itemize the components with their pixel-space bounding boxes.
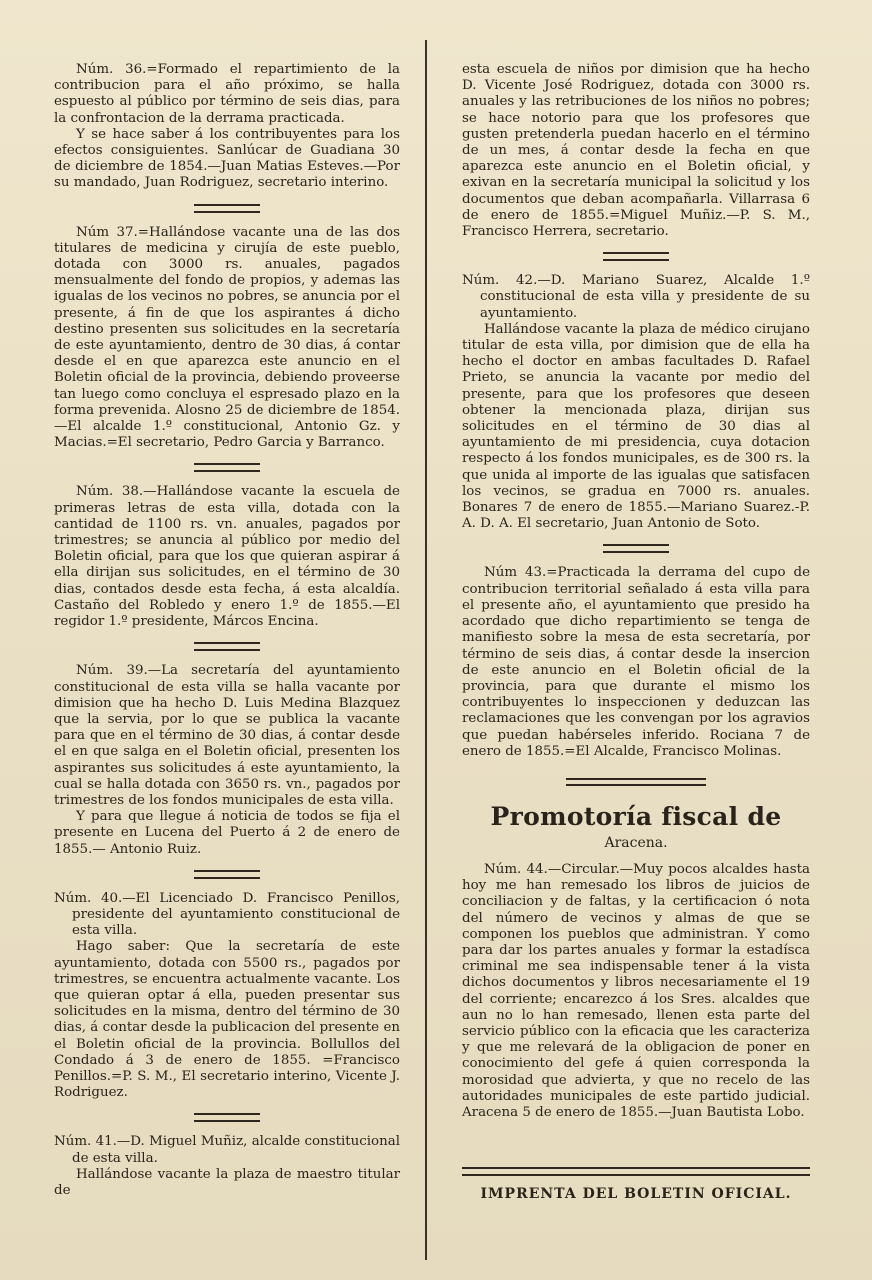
notice-44	[462, 862, 810, 1121]
notice-42-body: Hallándose vacante la plaza de médico cirujano titular de esta villa, por dimision que de ella ha hecho el doctor en ambas facultades D. Rafael Prieto, se anuncia la vacante por medio del presente, para que los profesores que deseen obtener la mencionada plaza, dirijan sus solicitudes en el término de 30 dias al ayuntamiento de mi presidencia, cuya dotacion respecto á los fondos municipales, es de 300 rs. la que unida al importe de las igualas que satisfacen los vecinos, se gradua en 7000 rs. anuales. Bonares 7 de enero de 1855.—Mariano Suarez.-P. A. D. A. El secretario, Juan Antonio de Soto.	[462, 321, 810, 532]
notice-42-header: Núm. 42.—D. Mariano Suarez, Alcalde 1.º constitucional de esta villa y presidente de su ayuntamiento.	[462, 273, 810, 321]
notice-41-header: Núm. 41.—D. Miguel Muñiz, alcalde constitucional de esta villa.	[54, 1134, 400, 1166]
notice-41	[54, 1134, 400, 1199]
notice-38-body: Núm. 38.—Hallándose vacante la escuela de primeras letras de esta villa, dotada con la cantidad de 1100 rs. vn. anuales, pagados por trimestres; se anuncia al público por medio del Boletin oficial, para que los que quieran aspirar á ella dirijan sus solicitudes, en el término de 30 dias, contados desde esta fecha, á esta alcaldía. Castaño del Robledo y enero 1.º de 1855.—El regidor 1.º presidente, Márcos Encina.	[54, 484, 400, 630]
notice-39	[54, 663, 400, 857]
separator	[603, 544, 669, 553]
notice-43	[462, 565, 810, 759]
notice-41-continued	[462, 62, 810, 240]
notice-44-body: Núm. 44.—Circular.—Muy pocos alcaldes hasta hoy me han remesado los libros de juicios de conciliacion y de faltas, y la certificacion ó nota del número de vecinos y almas de que se componen los pueblos que administran. Y como para dar los partes anuales y formar la estadísca criminal me sea indispensable tener á la vista dichos documentos y libros necesariamente el 19 del corriente; encarezco á los Sres. alcaldes que aun no lo han remesado, llenen esta parte del servicio público con la eficacia que les caracteriza y que me relevará de la obligacion de poner en conocimiento del gefe á quien corresponda la morosidad que advierta, y que no recelo de las autoridades municipales de este partido judicial. Aracena 5 de enero de 1855.—Juan Bautista Lobo.	[462, 861, 810, 1120]
left-column	[54, 62, 400, 1260]
separator	[194, 463, 260, 472]
notice-37-body: Núm 37.=Hallándose vacante una de las dos titulares de medicina y cirujía de este pueblo, dotada con 3000 rs. anuales, pagados mensualmente del fondo de propios, y ademas las igualas de los vecinos no pobres, se anuncia por el presente, á fin de que los aspirantes á dicho destino presenten sus solicitudes en la secretaría de este ayuntamiento, dentro de 30 dias, á contar desde el en que aparezca este anuncio en el Boletin oficial de la provincia, debiendo proveerse tan luego como concluya el espresado plazo en la forma prevenida. Alosno 25 de diciembre de 1854. —El alcalde 1.º constitucional, Antonio Gz. y Macias.=El secretario, Pedro Garcia y Barranco.	[54, 224, 400, 451]
section-heading: Promotoría fiscal de	[490, 801, 782, 831]
separator	[194, 642, 260, 651]
notice-39-body: Núm. 39.—La secretaría del ayuntamiento constitucional de esta villa se halla vacante por dimision que ha hecho D. Luis Medina Blazquez que la servia, por lo que se publica la vacante para que en el término de 30 dias, á contar desde el en que salga en el Boletin oficial, presenten los aspirantes sus solicitudes á este ayuntamiento, la cual se halla dotada con 3650 rs. vn., pagados por trimestres de los fondos municipales de esta villa.	[54, 663, 400, 808]
notice-43-body: Núm 43.=Practicada la derrama del cupo de contribucion territorial señalado á esta villa para el presente año, el ayuntamiento que presido ha acordado que dicho repartimiento se tenga de manifiesto sobre la mesa de esta secretaría, por término de seis dias, á contar desde la insercion de este anuncio en el Boletin oficial de la provincia, para que durante el mismo los contribuyentes lo inspeccionen y deduzcan las reclamaciones que les convengan por los agravios que puedan habérseles inferido. Rociana 7 de enero de 1855.=El Alcalde, Francisco Molinas.	[462, 565, 810, 759]
notice-40	[54, 891, 400, 1102]
notice-40-header: Núm. 40.—El Licenciado D. Francisco Penillos, presidente del ayuntamiento constitucional de esta villa.	[54, 890, 400, 939]
imprint-line: IMPRENTA DEL BOLETIN OFICIAL.	[480, 1186, 792, 1203]
notice-37	[54, 225, 400, 452]
notice-40-body: Hago saber: Que la secretaría de este ayuntamiento, dotada con 5500 rs., pagados por trimestres, se encuentra actualmente vacante. Los que quieran optar á ella, pueden presentar sus solicitudes en la misma, dentro del término de 30 dias, á contar desde la publicacion del presente en el Boletin oficial de la provincia. Bollullos del Condado á 3 de enero de 1855. =Francisco Penillos.=P. S. M., El secretario interino, Vicente J. Rodriguez.	[54, 939, 400, 1101]
column-divider	[425, 40, 427, 1260]
separator	[194, 204, 260, 213]
notice-36-body: Núm. 36.=Formado el repartimiento de la contribucion para el año próximo, se halla espuesto al público por término de seis dias, para la confrontacion de la derrama practicada.	[54, 62, 400, 126]
notice-42	[462, 273, 810, 532]
right-column	[462, 62, 810, 1260]
section-separator	[566, 778, 706, 786]
notice-36	[54, 62, 400, 192]
separator	[194, 1113, 260, 1122]
notice-36-signature: Y se hace saber á los contribuyentes para los efectos consiguientes. Sanlúcar de Guadiana 30 de diciembre de 1854.—Juan Matias Esteves.—Por su mandado, Juan Rodriguez, secretario interino.	[54, 126, 400, 191]
separator	[603, 252, 669, 261]
separator	[194, 870, 260, 879]
notice-41-continued-body: esta escuela de niños por dimision que ha hecho D. Vicente José Rodriguez, dotada con 3000 rs. anuales y las retribuciones de los niños no pobres; se hace notorio para que los profesores que gusten pretenderla puedan hacerlo en el término de un mes, á contar desde la fecha en que aparezca este anuncio en el Boletin oficial, y exivan en la secretaría municipal la solicitud y los documentos que deban acompañarla. Villarrasa 6 de enero de 1855.=Miguel Muñiz.—P. S. M., Francisco Herrera, secretario.	[462, 62, 810, 240]
notice-38	[54, 484, 400, 630]
footer-rule	[462, 1167, 810, 1176]
notice-41-body: Hallándose vacante la plaza de maestro titular de	[54, 1166, 400, 1198]
section-subheading: Aracena.	[604, 834, 668, 851]
notice-39-signature: Y para que llegue á noticia de todos se fija el presente en Lucena del Puerto á 2 de enero de 1855.— Antonio Ruiz.	[54, 809, 400, 857]
